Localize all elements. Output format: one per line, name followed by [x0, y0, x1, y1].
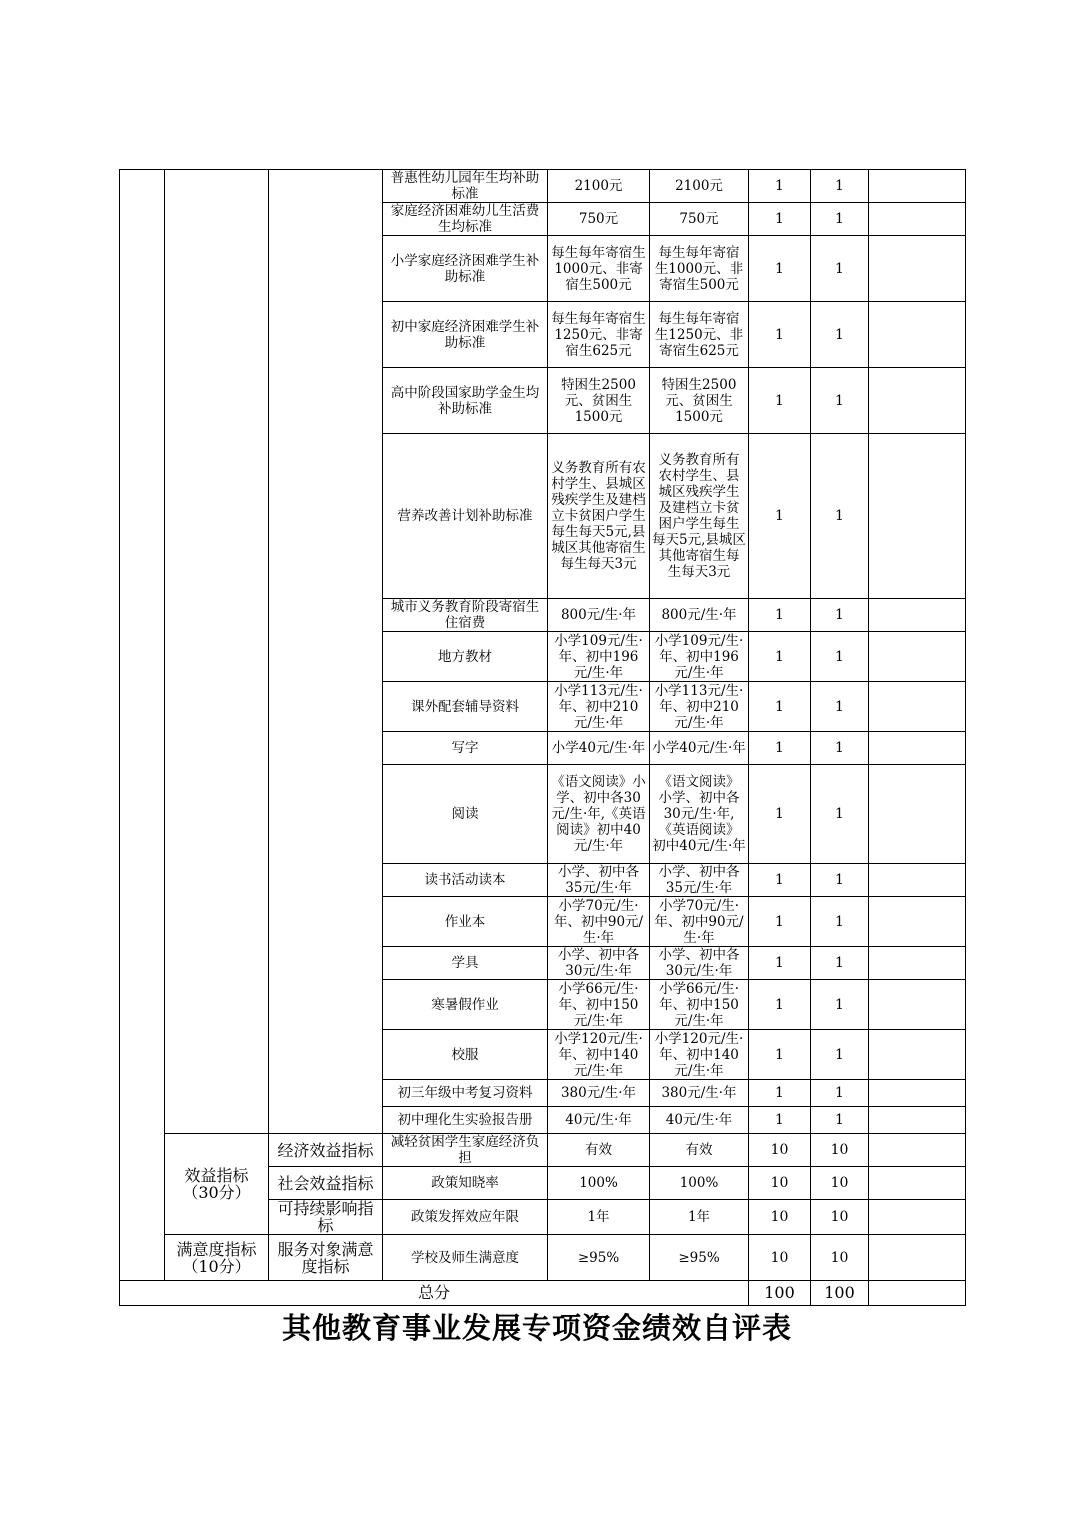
- target-value-cell: 小学40元/生·年: [548, 732, 650, 765]
- score-cell: 1: [811, 732, 869, 765]
- weight-cell: 1: [749, 632, 811, 682]
- note-cell: [869, 203, 966, 236]
- score-cell: 1: [811, 434, 869, 599]
- total-label-cell: 总分: [120, 1281, 749, 1306]
- subcategory-cell: [269, 170, 383, 1134]
- target-value-cell: 小学、初中各35元/生·年: [548, 864, 650, 897]
- note-cell: [869, 1167, 966, 1200]
- score-cell: 10: [811, 1167, 869, 1200]
- score-cell: 1: [811, 236, 869, 302]
- note-cell: [869, 864, 966, 897]
- benefit-subcategory-cell: 可持续影响指标: [269, 1200, 383, 1235]
- actual-value-cell: 40元/生·年: [650, 1107, 749, 1134]
- actual-value-cell: 小学40元/生·年: [650, 732, 749, 765]
- target-value-cell: 1年: [548, 1200, 650, 1235]
- target-value-cell: 小学120元/生·年、初中140元/生·年: [548, 1030, 650, 1080]
- satisfaction-subcategory-cell: 服务对象满意度指标: [269, 1235, 383, 1281]
- weight-cell: 1: [749, 203, 811, 236]
- weight-cell: 1: [749, 1107, 811, 1134]
- weight-cell: 10: [749, 1167, 811, 1200]
- score-cell: 1: [811, 203, 869, 236]
- note-cell: [869, 632, 966, 682]
- target-value-cell: 小学、初中各30元/生·年: [548, 947, 650, 980]
- document-title: 其他教育事业发展专项资金绩效自评表: [281, 1311, 792, 1345]
- target-value-cell: 义务教育所有农村学生、县城区残疾学生及建档立卡贫困户学生每生每天5元,县城区其他寄宿生每生每天3元: [548, 434, 650, 599]
- score-cell: 10: [811, 1134, 869, 1167]
- weight-cell: 1: [749, 236, 811, 302]
- note-cell: [869, 980, 966, 1030]
- target-value-cell: 小学113元/生·年、初中210元/生·年: [548, 682, 650, 732]
- note-cell: [869, 947, 966, 980]
- note-cell: [869, 682, 966, 732]
- actual-value-cell: 小学70元/生·年、初中90元/生·年: [650, 897, 749, 947]
- weight-cell: 10: [749, 1235, 811, 1281]
- actual-value-cell: 小学109元/生·年、初中196元/生·年: [650, 632, 749, 682]
- actual-value-cell: ≥95%: [650, 1235, 749, 1281]
- score-cell: 1: [811, 1107, 869, 1134]
- weight-cell: 1: [749, 947, 811, 980]
- score-cell: 1: [811, 864, 869, 897]
- target-value-cell: 小学66元/生·年、初中150元/生·年: [548, 980, 650, 1030]
- weight-cell: 1: [749, 302, 811, 368]
- total-score-cell: 100: [811, 1281, 869, 1306]
- indicator-cell: 家庭经济困难幼儿生活费生均标准: [383, 203, 548, 236]
- indicator-cell: 营养改善计划补助标准: [383, 434, 548, 599]
- total-weight-cell: 100: [749, 1281, 811, 1306]
- actual-value-cell: 小学113元/生·年、初中210元/生·年: [650, 682, 749, 732]
- total-note-cell: [869, 1281, 966, 1306]
- indicator-cell: 写字: [383, 732, 548, 765]
- indicator-cell: 作业本: [383, 897, 548, 947]
- score-cell: 1: [811, 599, 869, 632]
- note-cell: [869, 732, 966, 765]
- total-row: [120, 1281, 966, 1306]
- note-cell: [869, 1030, 966, 1080]
- target-value-cell: 小学109元/生·年、初中196元/生·年: [548, 632, 650, 682]
- actual-value-cell: 小学120元/生·年、初中140元/生·年: [650, 1030, 749, 1080]
- indicator-cell: 读书活动读本: [383, 864, 548, 897]
- table-row: [120, 170, 966, 203]
- note-cell: [869, 434, 966, 599]
- indicator-cell: 学具: [383, 947, 548, 980]
- indicator-cell: 普惠性幼儿园年生均补助标准: [383, 170, 548, 203]
- table-row: [120, 1235, 966, 1281]
- note-cell: [869, 170, 966, 203]
- category-cell: [165, 170, 269, 1134]
- weight-cell: 1: [749, 864, 811, 897]
- weight-cell: 1: [749, 1030, 811, 1080]
- weight-cell: 1: [749, 599, 811, 632]
- actual-value-cell: 小学66元/生·年、初中150元/生·年: [650, 980, 749, 1030]
- score-cell: 1: [811, 897, 869, 947]
- weight-cell: 1: [749, 368, 811, 434]
- actual-value-cell: 小学、初中各30元/生·年: [650, 947, 749, 980]
- indicator-cell: 初中理化生实验报告册: [383, 1107, 548, 1134]
- note-cell: [869, 1134, 966, 1167]
- weight-cell: 1: [749, 434, 811, 599]
- score-cell: 1: [811, 302, 869, 368]
- benefit-subcategory-cell: 经济效益指标: [269, 1134, 383, 1167]
- note-cell: [869, 236, 966, 302]
- score-cell: 1: [811, 632, 869, 682]
- actual-value-cell: 《语文阅读》小学、初中各30元/生·年,《英语阅读》初中40元/生·年: [650, 765, 749, 864]
- indicator-cell: 地方教材: [383, 632, 548, 682]
- actual-value-cell: 每生每年寄宿生1000元、非寄宿生500元: [650, 236, 749, 302]
- actual-value-cell: 特困生2500元、贫困生1500元: [650, 368, 749, 434]
- indicator-cell: 小学家庭经济困难学生补助标准: [383, 236, 548, 302]
- indicator-cell: 初三年级中考复习资料: [383, 1080, 548, 1107]
- note-cell: [869, 1200, 966, 1235]
- indicator-cell: 城市义务教育阶段寄宿生住宿费: [383, 599, 548, 632]
- target-value-cell: 750元: [548, 203, 650, 236]
- indicator-cell: 学校及师生满意度: [383, 1235, 548, 1281]
- score-cell: 1: [811, 170, 869, 203]
- target-value-cell: 特困生2500元、贫困生1500元: [548, 368, 650, 434]
- score-cell: 10: [811, 1235, 869, 1281]
- satisfaction-category-cell: 满意度指标（10分）: [165, 1235, 269, 1281]
- indicator-cell: 校服: [383, 1030, 548, 1080]
- actual-value-cell: 800元/生·年: [650, 599, 749, 632]
- indicator-cell: 减轻贫困学生家庭经济负担: [383, 1134, 548, 1167]
- target-value-cell: 每生每年寄宿生1000元、非寄宿生500元: [548, 236, 650, 302]
- weight-cell: 1: [749, 170, 811, 203]
- benefit-subcategory-cell: 社会效益指标: [269, 1167, 383, 1200]
- weight-cell: 1: [749, 732, 811, 765]
- indicator-cell: 高中阶段国家助学金生均补助标准: [383, 368, 548, 434]
- target-value-cell: 380元/生·年: [548, 1080, 650, 1107]
- weight-cell: 1: [749, 765, 811, 864]
- note-cell: [869, 1235, 966, 1281]
- target-value-cell: 《语文阅读》小学、初中各30元/生·年,《英语阅读》初中40元/生·年: [548, 765, 650, 864]
- weight-cell: 10: [749, 1134, 811, 1167]
- actual-value-cell: 750元: [650, 203, 749, 236]
- note-cell: [869, 1080, 966, 1107]
- note-cell: [869, 765, 966, 864]
- score-cell: 1: [811, 682, 869, 732]
- table-row: [120, 1134, 966, 1167]
- target-value-cell: ≥95%: [548, 1235, 650, 1281]
- note-cell: [869, 302, 966, 368]
- score-cell: 10: [811, 1200, 869, 1235]
- indicator-cell: 寒暑假作业: [383, 980, 548, 1030]
- weight-cell: 1: [749, 897, 811, 947]
- target-value-cell: 800元/生·年: [548, 599, 650, 632]
- note-cell: [869, 368, 966, 434]
- actual-value-cell: 义务教育所有农村学生、县城区残疾学生及建档立卡贫困户学生每生每天5元,县城区其他寄宿生每生每天3元: [650, 434, 749, 599]
- table-body: [120, 170, 966, 1306]
- score-cell: 1: [811, 1080, 869, 1107]
- target-value-cell: 每生每年寄宿生1250元、非寄宿生625元: [548, 302, 650, 368]
- indicator-cell: 课外配套辅导资料: [383, 682, 548, 732]
- performance-table: [119, 169, 966, 1306]
- score-cell: 1: [811, 368, 869, 434]
- weight-cell: 1: [749, 682, 811, 732]
- benefit-category-cell: 效益指标（30分）: [165, 1134, 269, 1235]
- project-column-cell: [120, 170, 165, 1281]
- indicator-cell: 阅读: [383, 765, 548, 864]
- note-cell: [869, 897, 966, 947]
- indicator-cell: 政策知晓率: [383, 1167, 548, 1200]
- score-cell: 1: [811, 765, 869, 864]
- actual-value-cell: 小学、初中各35元/生·年: [650, 864, 749, 897]
- target-value-cell: 有效: [548, 1134, 650, 1167]
- weight-cell: 1: [749, 980, 811, 1030]
- target-value-cell: 小学70元/生·年、初中90元/生·年: [548, 897, 650, 947]
- actual-value-cell: 380元/生·年: [650, 1080, 749, 1107]
- indicator-cell: 初中家庭经济困难学生补助标准: [383, 302, 548, 368]
- actual-value-cell: 1年: [650, 1200, 749, 1235]
- actual-value-cell: 有效: [650, 1134, 749, 1167]
- actual-value-cell: 2100元: [650, 170, 749, 203]
- target-value-cell: 40元/生·年: [548, 1107, 650, 1134]
- indicator-cell: 政策发挥效应年限: [383, 1200, 548, 1235]
- actual-value-cell: 100%: [650, 1167, 749, 1200]
- weight-cell: 10: [749, 1200, 811, 1235]
- target-value-cell: 100%: [548, 1167, 650, 1200]
- target-value-cell: 2100元: [548, 170, 650, 203]
- actual-value-cell: 每生每年寄宿生1250元、非寄宿生625元: [650, 302, 749, 368]
- score-cell: 1: [811, 980, 869, 1030]
- score-cell: 1: [811, 1030, 869, 1080]
- note-cell: [869, 599, 966, 632]
- weight-cell: 1: [749, 1080, 811, 1107]
- score-cell: 1: [811, 947, 869, 980]
- note-cell: [869, 1107, 966, 1134]
